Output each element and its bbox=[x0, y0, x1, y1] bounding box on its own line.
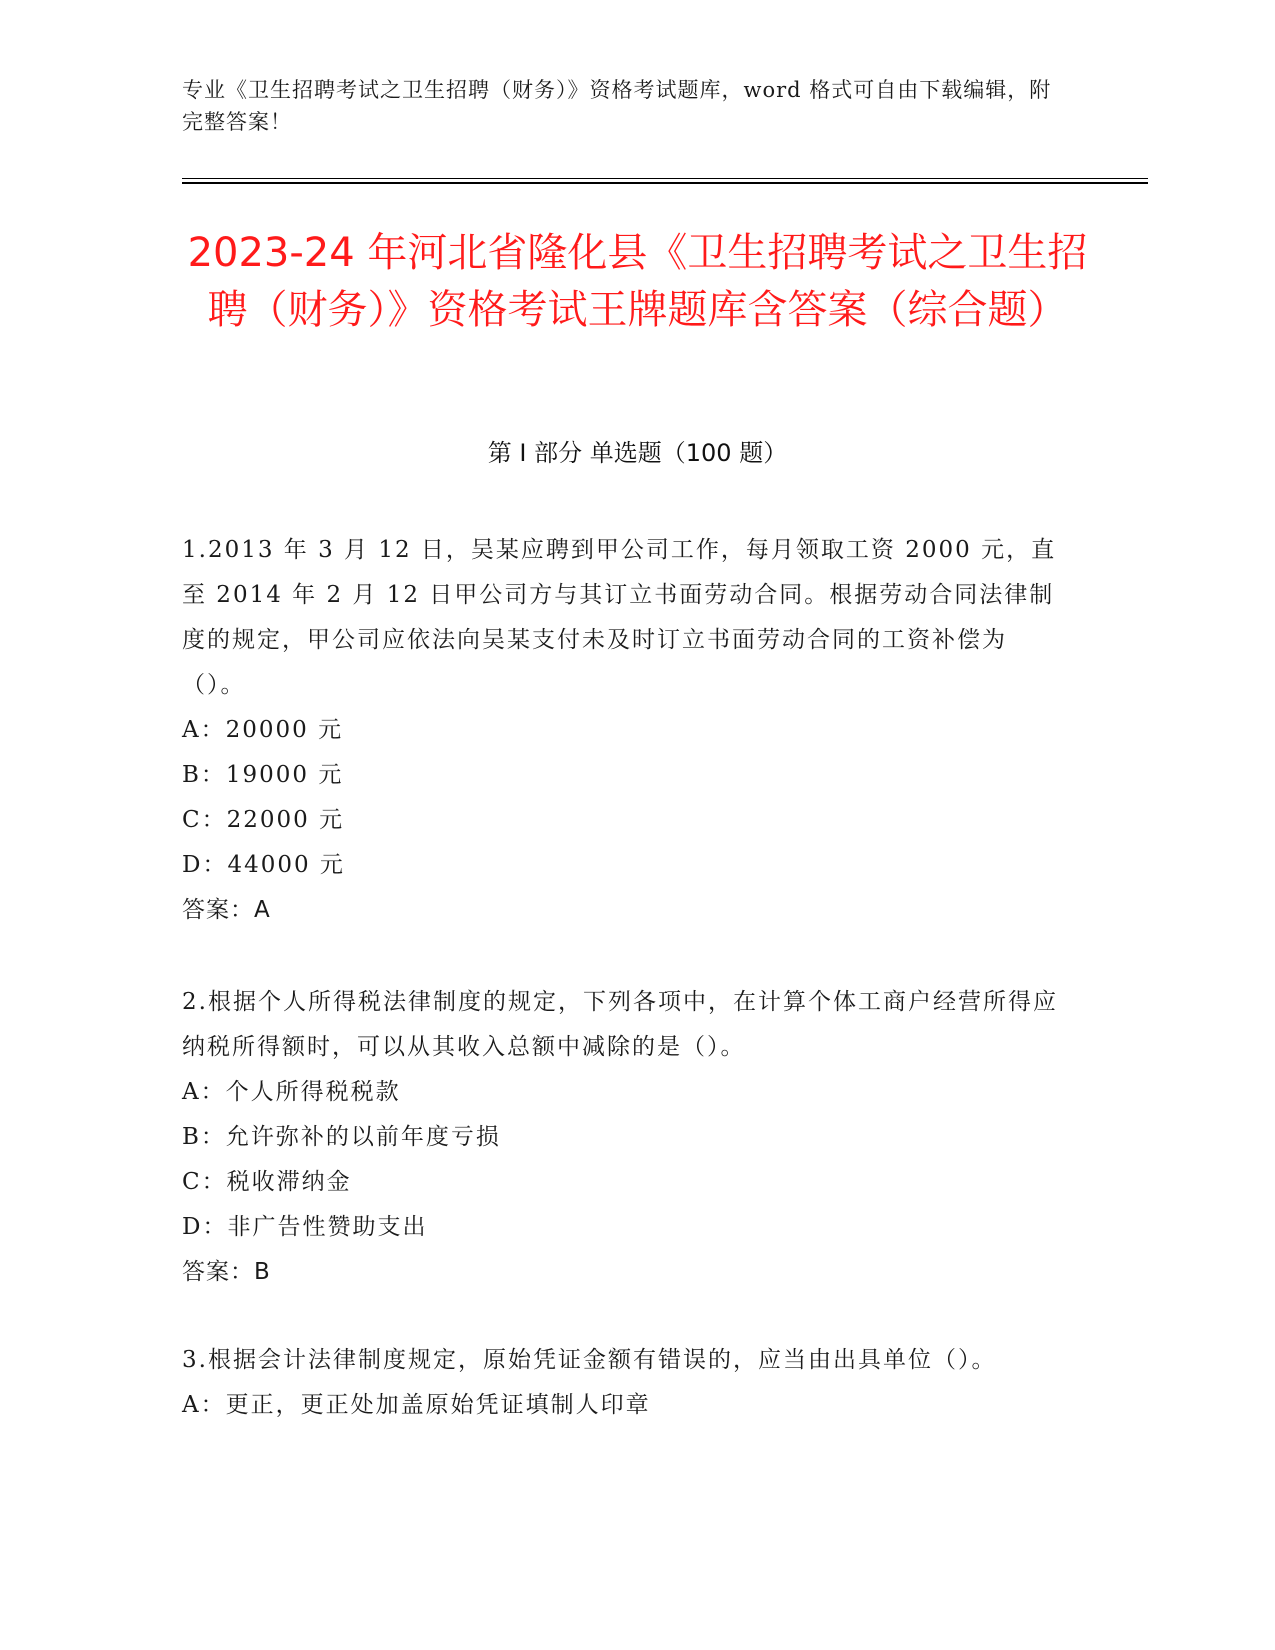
question-stem: 3.根据会计法律制度规定，原始凭证金额有错误的，应当由出具单位（）。 bbox=[182, 1347, 997, 1373]
header-divider-thick bbox=[182, 182, 1148, 184]
question-2 bbox=[182, 980, 1062, 1295]
header-divider bbox=[182, 178, 1148, 179]
option-a: A：20000 元 bbox=[182, 717, 344, 743]
answer-line: 答案：A bbox=[182, 897, 271, 923]
option-c: C：税收滞纳金 bbox=[182, 1169, 352, 1195]
header-note: 专业《卫生招聘考试之卫生招聘（财务）》资格考试题库，word 格式可自由下载编辑，附完整答案！ bbox=[182, 78, 1052, 134]
section-heading: 第 I 部分 单选题（100 题） bbox=[487, 439, 788, 467]
question-3 bbox=[182, 1338, 1062, 1428]
question-stem: 2.根据个人所得税法律制度的规定，下列各项中，在计算个体工商户经营所得应纳税所得额时，可以从其收入总额中减除的是（）。 bbox=[182, 989, 1058, 1060]
option-c: C：22000 元 bbox=[182, 807, 345, 833]
option-b: B：允许弥补的以前年度亏损 bbox=[182, 1124, 501, 1150]
option-a: A：更正，更正处加盖原始凭证填制人印章 bbox=[182, 1392, 651, 1418]
question-1 bbox=[182, 528, 1062, 933]
option-b: B：19000 元 bbox=[182, 762, 344, 788]
option-d: D：非广告性赞助支出 bbox=[182, 1214, 428, 1240]
option-a: A：个人所得税税款 bbox=[182, 1079, 401, 1105]
answer-line: 答案：B bbox=[182, 1259, 271, 1285]
question-stem: 1.2013 年 3 月 12 日，吴某应聘到甲公司工作，每月领取工资 2000 元，直至 2014 年 2 月 12 日甲公司方与其订立书面劳动合同。根据劳动合同法律制度的规定，甲公司应依法向吴某支付未及时订立书面劳动合同的工资补偿为（）。 bbox=[182, 537, 1057, 698]
document-title: 2023-24 年河北省隆化县《卫生招聘考试之卫生招聘（财务）》资格考试王牌题库含答案（综合题） bbox=[187, 230, 1088, 333]
option-d: D：44000 元 bbox=[182, 852, 345, 878]
